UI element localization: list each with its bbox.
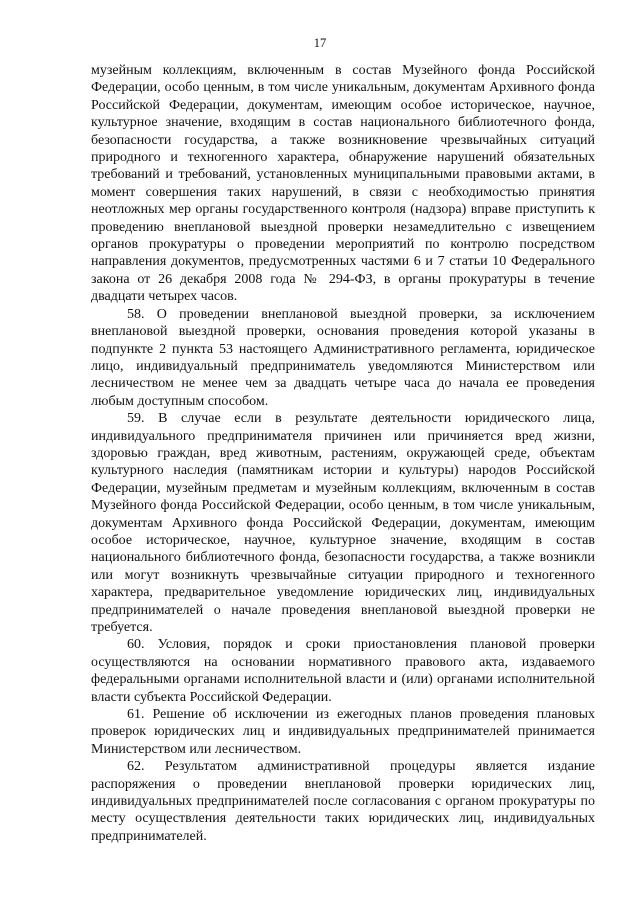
paragraph-58: 58. О проведении внеплановой выездной проверки, за исключением внеплановой выездной проверки, основания проведения которой указаны в подпункте 2 пункта 53 настоящего Административного регламента, юридическое лицо, индивидуальный предприниматель уведомляются Министерством или лесничеством не менее чем за двадцать четыре часа до начала ее проведения любым доступным способом. (91, 306, 595, 409)
paragraph-continuation: музейным коллекциям, включенным в состав Музейного фонда Российской Федерации, особо ценным, в том числе уникальным, документам Архивного фонда Российской Федерации, документам, имеющим особое историческое, научное, культурное значение, входящим в состав национального библиотечного фонда, безопасности государства, а также возникновение чрезвычайных ситуаций природного и техногенного характера, обнаружение нарушений обязательных требований и требований, установленных муниципальными правовыми актами, в момент совершения таких нарушений, в связи с необходимостью принятия неотложных мер органы государственного контроля (надзора) вправе приступить к проведению внеплановой выездной проверки незамедлительно с извещением органов прокуратуры о проведении мероприятий по контролю посредством направления документов, предусмотренных частями 6 и 7 статьи 10 Федерального закона от 26 декабря 2008 года № 294-ФЗ, в органы прокуратуры в течение двадцати четырех часов. (91, 63, 595, 305)
paragraph-59: 59. В случае если в результате деятельности юридического лица, индивидуального предпринимателя причинен или причиняется вред жизни, здоровью граждан, вред животным, растениям, окружающей среде, объектам культурного наследия (памятникам истории и культуры) народов Российской Федерации, музейным предметам и музейным коллекциям, включенным в состав Музейного фонда Российской Федерации, особо ценным, в том числе уникальным, документам Архивного фонда Российской Федерации, документам, имеющим особое историческое, научное, культурное значение, входящим в состав национального библиотечного фонда, безопасности государства, а также возникли или могут возникнуть чрезвычайные ситуации природного и техногенного характера, предварительное уведомление юридических лиц, индивидуальных предпринимателей о начале проведения внеплановой выездной проверки не требуется. (91, 411, 595, 635)
paragraph-61: 61. Решение об исключении из ежегодных планов проведения плановых проверок юридических лиц и индивидуальных предпринимателей принимается Министерством или лесничеством. (91, 707, 595, 757)
paragraph-62: 62. Результатом административной процедуры является издание распоряжения о проведении внеплановой проверки юридических лиц, индивидуальных предпринимателей после согласования с органом прокуратуры по месту осуществления деятельности таких юридических лиц, индивидуальных предпринимателей. (91, 759, 595, 844)
document-body (91, 62, 595, 845)
paragraph-60: 60. Условия, порядок и сроки приостановления плановой проверки осуществляются на основании нормативного правового акта, издаваемого федеральными органами исполнительной власти и (или) органами исполнительной власти субъекта Российской Федерации. (91, 637, 595, 705)
page-number: 17 (313, 36, 327, 50)
